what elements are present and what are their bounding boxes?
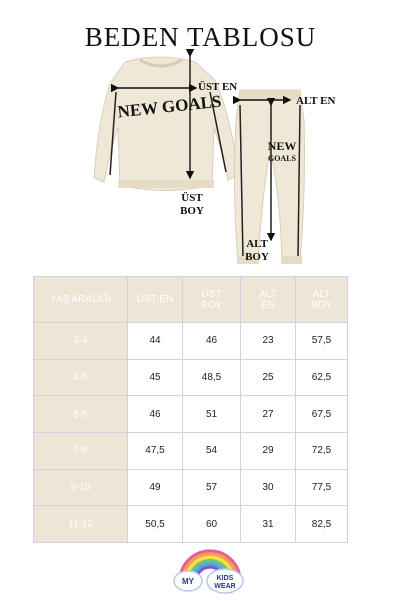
label-alt-boy-line2: BOY [245,251,269,263]
pants-print-line2: GOALS [267,154,297,163]
cell-age: 3-4 [34,323,128,360]
cell-alt-en: 27 [241,396,296,433]
cell-ust-en: 45 [128,359,183,396]
header-ust-en: ÜST EN [128,277,183,323]
cell-alt-boy: 57,5 [296,323,348,360]
sweatshirt-print: NEW GOALS [116,91,223,122]
table-row [34,469,348,506]
table-header-row [34,277,348,323]
cell-ust-en: 49 [128,469,183,506]
cell-alt-en: 30 [241,469,296,506]
cell-alt-boy: 67,5 [296,396,348,433]
label-ust-boy-line2: BOY [180,205,204,217]
table-row [34,506,348,543]
header-ust-boy: ÜST BOY [183,277,241,323]
cell-ust-boy: 46 [183,323,241,360]
cell-alt-boy: 77,5 [296,469,348,506]
cell-ust-boy: 51 [183,396,241,433]
cell-ust-boy: 57 [183,469,241,506]
cell-age: 5-6 [34,396,128,433]
cell-ust-en: 50,5 [128,506,183,543]
cell-ust-en: 46 [128,396,183,433]
cell-age: 7-8 [34,432,128,469]
sweatshirt-shape [94,57,238,191]
label-ust-en: ÜST EN [198,81,238,93]
table-row [34,396,348,433]
svg-text:MY: MY [182,577,194,586]
header-alt-en: ALT EN [241,277,296,323]
table-row [34,359,348,396]
label-alt-en: ALT EN [296,95,336,107]
svg-text:KIDS: KIDS [216,575,234,582]
cell-alt-boy: 62,5 [296,359,348,396]
cell-age: 4-5 [34,359,128,396]
cell-alt-en: 23 [241,323,296,360]
header-age-range: YAŞ ARALIĞI [34,277,128,323]
cell-alt-boy: 82,5 [296,506,348,543]
label-alt-boy-line1: ALT [246,238,268,250]
table-row [34,432,348,469]
page-title: BEDEN TABLOSU [84,22,317,52]
cell-alt-boy: 72,5 [296,432,348,469]
pants-print-line1: NEW [267,139,297,153]
cell-ust-en: 47,5 [128,432,183,469]
cell-ust-boy: 60 [183,506,241,543]
cell-alt-en: 25 [241,359,296,396]
cell-alt-en: 29 [241,432,296,469]
cell-age: 9-10 [34,469,128,506]
my-kids-wear-logo [170,543,250,597]
svg-text:WEAR: WEAR [214,583,236,590]
header-alt-boy: ALT BOY [296,277,348,323]
cell-ust-en: 44 [128,323,183,360]
label-alt-boy [243,238,271,264]
cell-alt-en: 31 [241,506,296,543]
size-table [33,276,348,543]
label-ust-boy-line1: ÜST [181,192,203,204]
size-table-container [33,276,347,543]
table-row [34,323,348,360]
cell-ust-boy: 48,5 [183,359,241,396]
garment-illustration [0,0,401,270]
label-ust-boy [178,192,206,218]
cell-age: 11-12 [34,506,128,543]
cell-ust-boy: 54 [183,432,241,469]
